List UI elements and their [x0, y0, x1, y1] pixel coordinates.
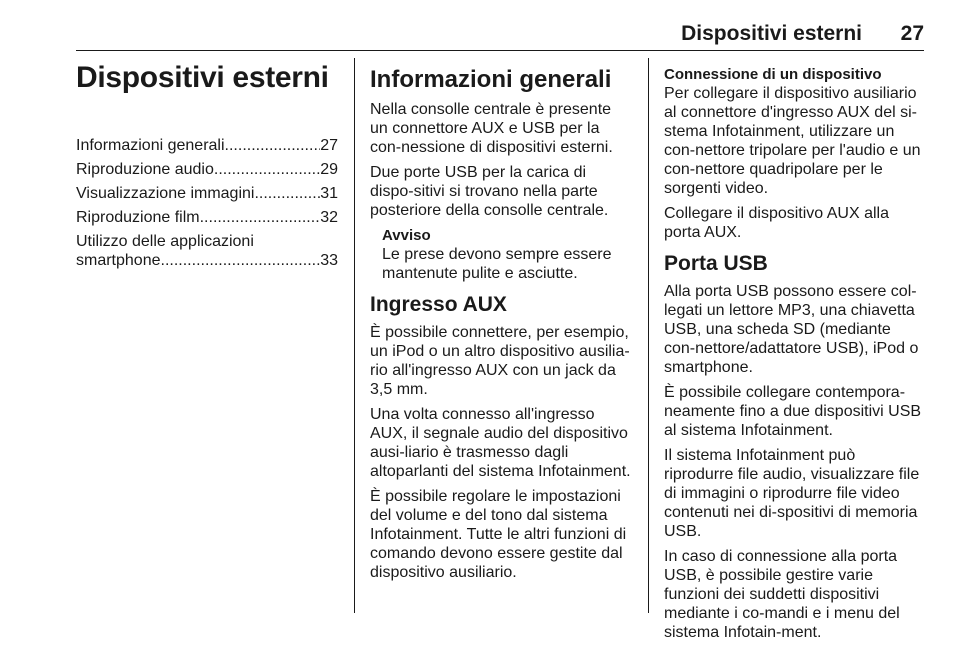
- toc-title: Utilizzo delle applicazioni: [76, 233, 254, 250]
- note-heading: Avviso: [382, 227, 431, 244]
- note-box: [382, 226, 633, 283]
- paragraph: Nella consolle centrale è presente un connettore AUX e USB per la con-nessione di dispositivi esterni.: [370, 101, 613, 156]
- paragraph: Per collegare il dispositivo ausiliario al connettore d'ingresso AUX del si-stema Infotainment, utilizzare un con-nettore tripolare per l'audio e un con-nettore quadripolare per le sorgenti video.: [664, 85, 921, 197]
- toc-entry[interactable]: [76, 136, 338, 155]
- paragraph: In caso di connessione alla porta USB, è possibile gestire varie funzioni dei suddetti dispositivi mediante i co-mandi e i menu del sistema Infotain-ment.: [664, 548, 900, 641]
- paragraph: Due porte USB per la carica di dispo-sitivi si trovano nella parte posteriore della consolle centrale.: [370, 164, 609, 219]
- toc-title: Riproduzione audio: [76, 161, 214, 178]
- note-text: Le prese devono sempre essere mantenute pulite e asciutte.: [382, 246, 612, 282]
- paragraph: È possibile regolare le impostazioni del volume e del tono dal sistema Infotainment. Tutte le altri funzioni di comando devono essere gestite dal dispositivo ausiliario.: [370, 488, 627, 581]
- toc-title: Visualizzazione immagini: [76, 185, 255, 202]
- toc-title-cont: smartphone: [76, 252, 161, 269]
- toc-column: [76, 58, 338, 275]
- toc-title: Riproduzione film: [76, 209, 200, 226]
- toc-title: Informazioni generali: [76, 137, 225, 154]
- running-title: Dispositivi esterni: [681, 22, 862, 45]
- column-divider: [648, 58, 649, 613]
- toc-entry[interactable]: [76, 208, 338, 227]
- content-column-2: [370, 58, 633, 588]
- paragraph: Alla porta USB possono essere col-legati un lettore MP3, una chiavetta USB, una scheda SD (mediante con-nettore/adattatore USB), iPod o smartphone.: [664, 283, 919, 376]
- paragraph: È possibile connettere, per esempio, un iPod o un altro dispositivo ausilia-rio all'ingresso AUX con un jack da 3,5 mm.: [370, 324, 630, 398]
- column-divider: [354, 58, 355, 613]
- toc-entry[interactable]: [76, 160, 338, 179]
- page-header: [76, 22, 924, 51]
- toc-page: 29: [320, 161, 338, 178]
- toc-page: 27: [320, 137, 338, 154]
- paragraph: È possibile collegare contempora-neamente fino a due dispositivi USB al sistema Infotainment.: [664, 384, 922, 439]
- toc-entry[interactable]: [76, 184, 338, 203]
- content-column-3: [664, 58, 926, 648]
- section-heading: Porta USB: [664, 252, 768, 275]
- toc-page: 32: [320, 209, 338, 226]
- toc-entry[interactable]: [76, 232, 338, 270]
- page-number: 27: [900, 22, 924, 45]
- toc-page: 33: [320, 252, 338, 269]
- paragraph: Una volta connesso all'ingresso AUX, il segnale audio del dispositivo ausi-liario è trasmesso dagli altoparlanti del sistema Infotainment.: [370, 406, 631, 480]
- chapter-title: Dispositivi esterni: [76, 61, 329, 94]
- section-heading: Ingresso AUX: [370, 293, 507, 316]
- section-heading: Informazioni generali: [370, 66, 612, 93]
- paragraph: Il sistema Infotainment può riprodurre file audio, visualizzare file di immagini o riprodurre file video contenuti nei di-spositivi di memoria USB.: [664, 447, 920, 540]
- paragraph: Collegare il dispositivo AUX alla porta AUX.: [664, 205, 889, 241]
- toc-page: 31: [320, 185, 338, 202]
- subsection-heading: Connessione di un dispositivo: [664, 66, 882, 83]
